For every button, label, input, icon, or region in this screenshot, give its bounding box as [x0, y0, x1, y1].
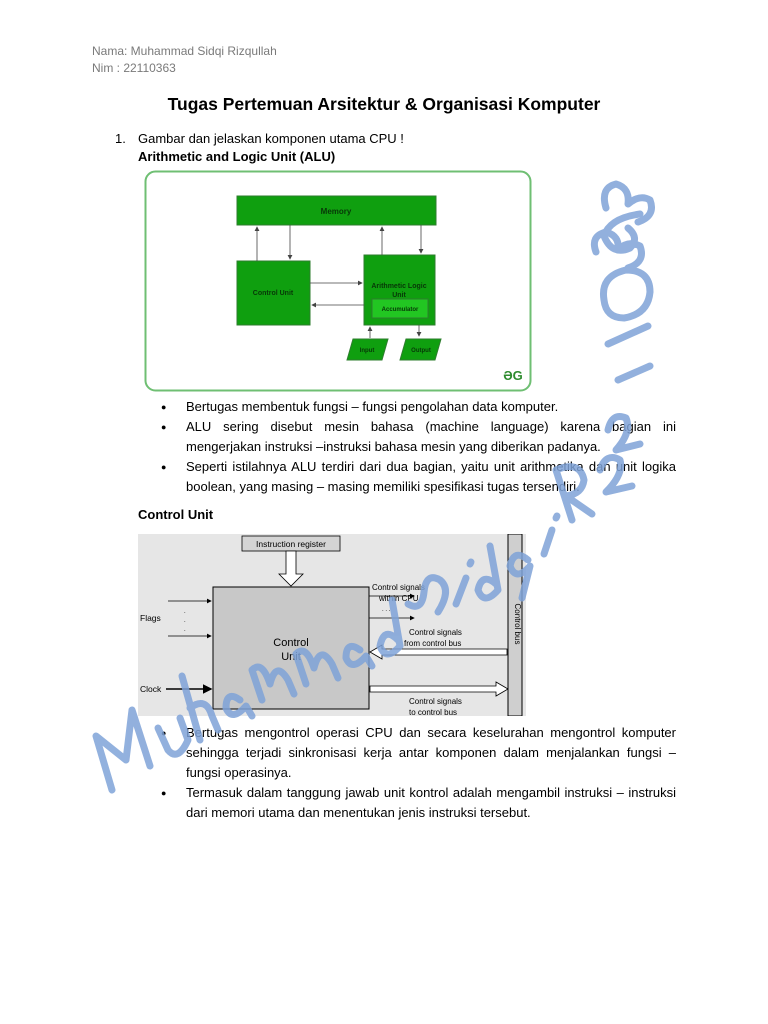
control-unit-label: Control Unit: [252, 290, 294, 297]
cu-heading: Control Unit: [138, 507, 214, 522]
student-name: Nama: Muhammad Sidqi Rizqullah: [92, 44, 277, 58]
signals-from-label-2: from control bus: [404, 639, 462, 648]
alu-label-line1: Arithmetic Logic: [371, 283, 427, 290]
instruction-register-label: Instruction register: [256, 539, 326, 549]
question-text: Gambar dan jelaskan komponen utama CPU !: [138, 131, 404, 146]
signals-within-label-1: Control signals: [372, 583, 425, 592]
output-label: Output: [411, 348, 431, 354]
signals-to-label-2: to control bus: [409, 708, 458, 716]
input-label: Input: [359, 348, 375, 354]
svg-text:.: .: [184, 618, 186, 624]
alu-label-line2: Unit: [392, 292, 406, 299]
clock-label: Clock: [140, 684, 162, 694]
student-nim: Nim : 22110363: [92, 61, 176, 75]
memory-label: Memory: [320, 207, 352, 216]
alu-diagram: [144, 170, 532, 392]
alu-heading: Arithmetic and Logic Unit (ALU): [138, 149, 336, 164]
control-bus-label: Control bus: [513, 603, 522, 645]
alu-bullet-list: [160, 397, 676, 497]
svg-text:.: .: [184, 627, 186, 633]
list-item: ● Bertugas mengontrol operasi CPU dan secara keselurahan mengontrol komputer sehingga terjadi sinkronisasi kerja antar komponen dalam menjalankan fungsi – fungsi operasinya.: [160, 723, 676, 783]
control-unit-diagram: [138, 534, 526, 716]
svg-text:.: .: [184, 609, 186, 615]
page-title: Tugas Pertemuan Arsitektur & Organisasi Komputer: [167, 94, 601, 114]
question-number: 1.: [115, 131, 126, 146]
flags-label: Flags: [140, 613, 161, 623]
control-unit-label-1: Control: [273, 637, 309, 649]
signals-to-label-1: Control signals: [409, 697, 462, 706]
accumulator-label: Accumulator: [381, 307, 419, 313]
control-unit-label-2: Unit: [281, 651, 301, 663]
svg-text:. . .: . . .: [382, 607, 391, 613]
logo: ƏG: [503, 368, 523, 383]
cu-bullet-list: [160, 723, 676, 823]
list-item: ● Seperti istilahnya ALU terdiri dari dua bagian, yaitu unit arithmetika dan unit logika boolean, yang masing – masing memiliki spesifikasi tugas tersendiri.: [160, 457, 676, 497]
signals-from-label-1: Control signals: [409, 628, 462, 637]
list-item: ● Bertugas membentuk fungsi – fungsi pengolahan data komputer.: [160, 397, 676, 417]
signals-within-label-2: within CPU: [379, 594, 419, 603]
list-item: ● ALU sering disebut mesin bahasa (machine language) karena bagian ini mengerjakan instruksi –instruksi bahasa mesin yang diberikan padanya.: [160, 417, 676, 457]
list-item: ● Termasuk dalam tanggung jawab unit kontrol adalah mengambil instruksi – instruksi dari memori utama dan menentukan jenis instruksi tersebut.: [160, 783, 676, 823]
